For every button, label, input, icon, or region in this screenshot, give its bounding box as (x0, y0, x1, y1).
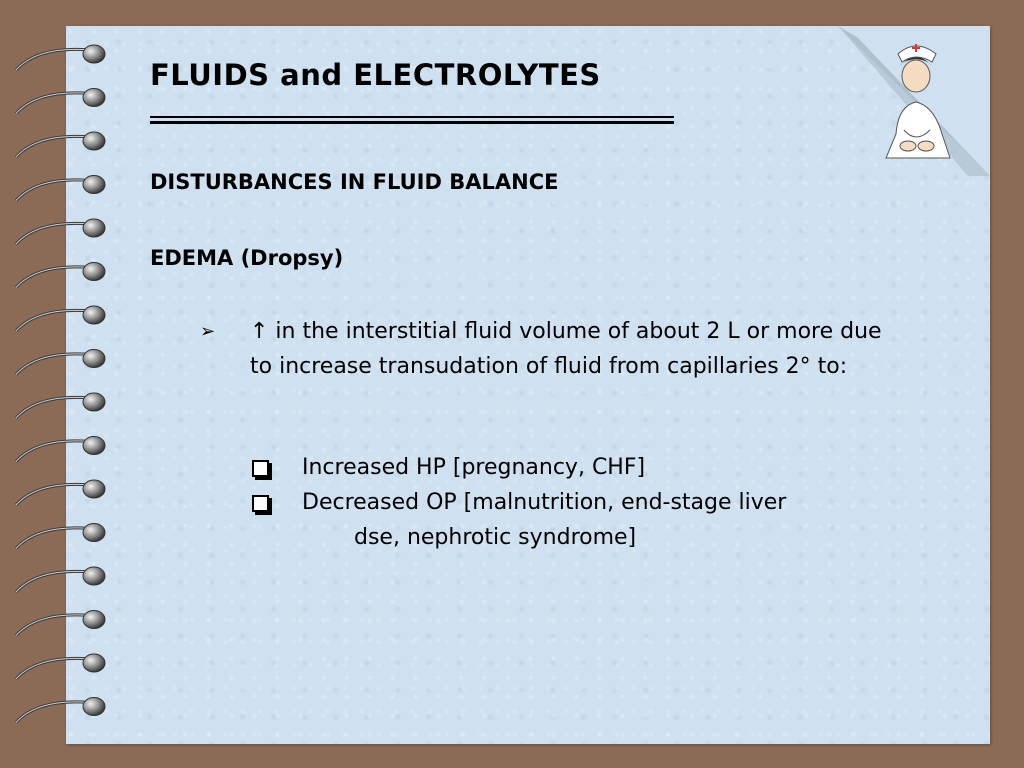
spiral-ring (16, 176, 105, 201)
spiral-ring (16, 611, 105, 636)
checkbox-bullet-icon (252, 495, 269, 512)
sub-bullet-text: Increased HP [pregnancy, CHF] (302, 455, 646, 480)
main-bullet-text: in the interstitial fluid volume of about 2 L or more due to increase transudation of fluid from capillaries 2° to: (250, 319, 882, 379)
spiral-ring (16, 306, 105, 331)
spiral-ring (16, 132, 105, 157)
arrow-bullet-icon: ➢ (200, 321, 216, 342)
spiral-ring (16, 350, 105, 375)
increase-arrow-symbol: ↑ (250, 319, 269, 344)
nurse-illustration-icon (838, 26, 990, 176)
spiral-ring (16, 437, 105, 462)
sub-bullet-continuation: dse, nephrotic syndrome] (354, 525, 637, 550)
spiral-ring (16, 393, 105, 418)
spiral-binding-icon (8, 36, 118, 736)
slide-title: FLUIDS and ELECTROLYTES (150, 58, 601, 92)
spiral-ring (16, 567, 105, 592)
section-heading: DISTURBANCES IN FLUID BALANCE (150, 170, 559, 194)
checkbox-bullet-icon (252, 460, 269, 477)
title-double-rule (150, 116, 674, 124)
spiral-ring (16, 89, 105, 114)
sub-bullet-text: Decreased OP [malnutrition, end-stage liver (302, 490, 787, 515)
spiral-ring (16, 654, 105, 679)
sub-bullet-item (250, 450, 910, 485)
spiral-ring (16, 480, 105, 505)
spiral-ring (16, 219, 105, 244)
topic-heading: EDEMA (Dropsy) (150, 246, 344, 270)
spiral-ring (16, 524, 105, 549)
sub-bullet-list (250, 450, 910, 555)
spiral-ring (16, 45, 105, 70)
main-bullet (200, 314, 900, 384)
sub-bullet-item (250, 485, 910, 555)
spiral-ring (16, 263, 105, 288)
spiral-ring (16, 698, 105, 723)
